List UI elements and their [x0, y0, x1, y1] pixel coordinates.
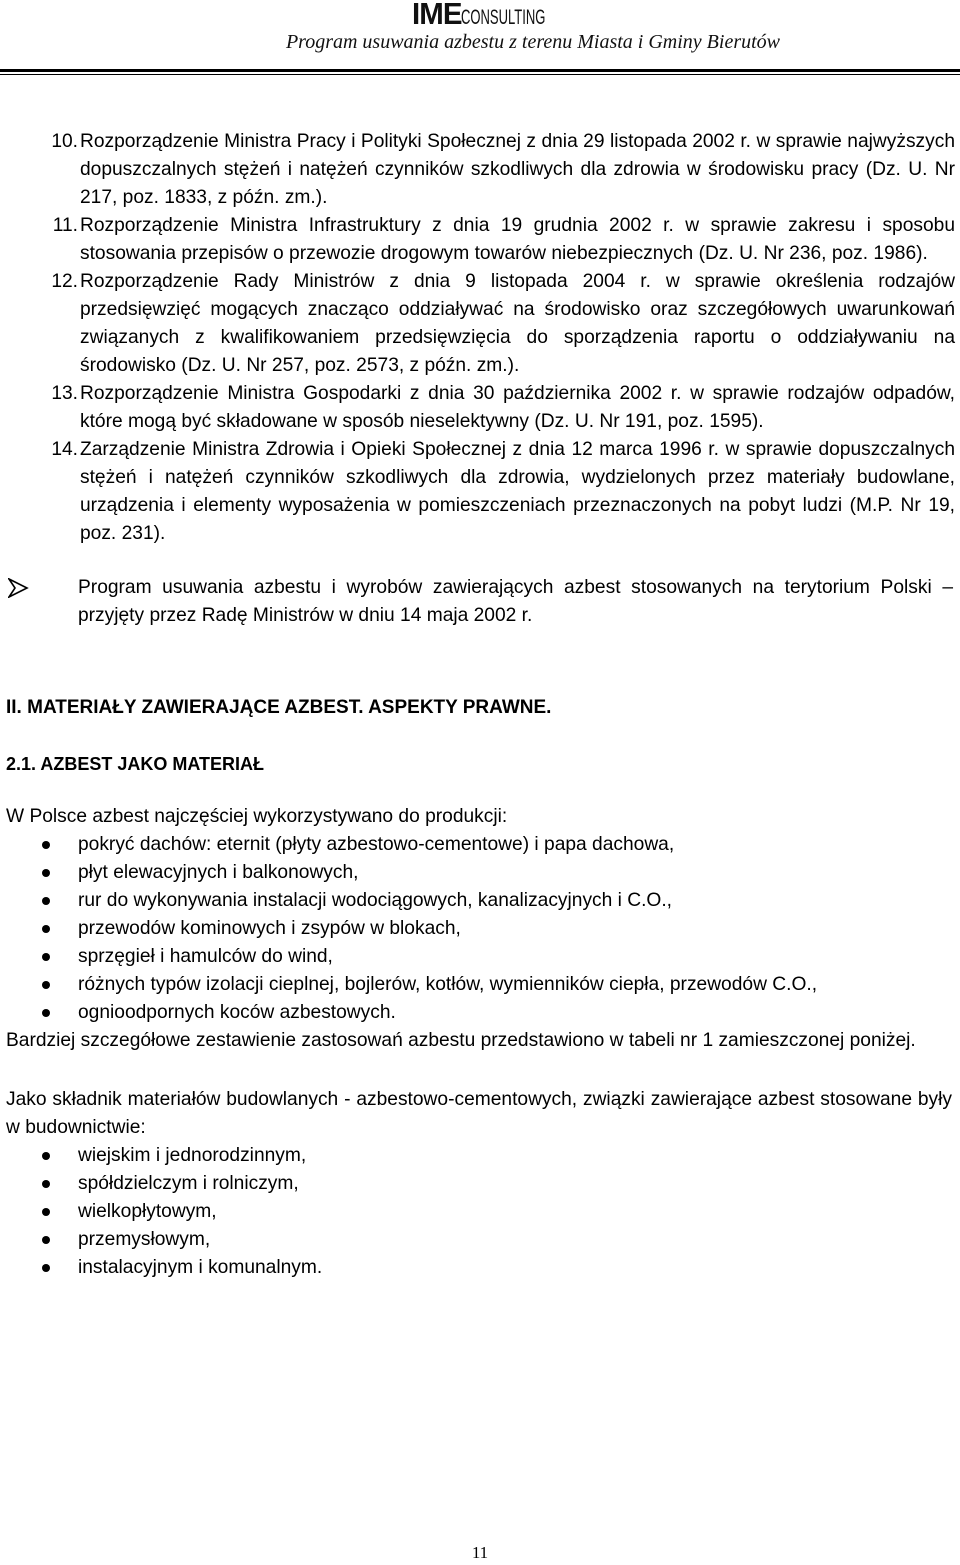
list-item: [0, 943, 960, 971]
bullet-icon: [0, 1198, 78, 1226]
header-divider-thin: [0, 74, 960, 75]
list-item-text: pokryć dachów: eternit (płyty azbestowo-cementowe) i papa dachowa,: [78, 834, 675, 855]
law-text: Rozporządzenie Ministra Gospodarki z dnia 30 października 2002 r. w sprawie rodzajów odpadów, które mogą być składowane w sposób nieselektywny (Dz. U. Nr 191, poz. 1595).: [80, 383, 955, 432]
list-item-text: wielkopłytowym,: [78, 1201, 217, 1222]
law-number: 13.: [51, 383, 78, 404]
law-item: [0, 436, 960, 548]
construction-intro: Jako składnik materiałów budowlanych - azbestowo-cementowych, związki zawierające azbest stosowane były w budownictwie:: [6, 1089, 952, 1138]
bullet-icon: [0, 999, 78, 1027]
logo-sub-text: CONSULTING: [461, 6, 546, 29]
bullet-icon: [0, 1226, 78, 1254]
list-item-text: ognioodpornych koców azbestowych.: [78, 1002, 396, 1023]
list-item: [0, 1254, 960, 1282]
list-item: [0, 887, 960, 915]
law-item: [0, 212, 960, 268]
list-item-text: przemysłowym,: [78, 1229, 211, 1250]
summary-paragraph: Bardziej szczegółowe zestawienie zastosowań azbestu przedstawiono w tabeli nr 1 zamieszczonej poniżej.: [6, 1030, 916, 1051]
bullet-icon: [0, 943, 78, 971]
bullet-icon: [0, 887, 78, 915]
list-item: [0, 999, 960, 1027]
list-item: [0, 1198, 960, 1226]
law-item: [0, 380, 960, 436]
list-item: [0, 831, 960, 859]
header-divider: [0, 69, 960, 72]
program-item: [0, 574, 960, 630]
list-item: [0, 915, 960, 943]
page-header: [0, 0, 960, 80]
list-item: [0, 859, 960, 887]
uses-list: [0, 831, 960, 1027]
law-text: Rozporządzenie Rady Ministrów z dnia 9 listopada 2004 r. w sprawie określenia rodzajów przedsięwzięć mogących znacząco oddziaływać na środowisko oraz szczegółowych uwarunkowań związanych z kwalifikowaniem przedsięwzięcia do sporządzenia raportu o oddziaływaniu na środowisko (Dz. U. Nr 257, poz. 2573, z późn. zm.).: [80, 271, 955, 376]
law-number: 10.: [51, 131, 78, 152]
law-item: [0, 268, 960, 380]
intro-paragraph: W Polsce azbest najczęściej wykorzystywano do produkcji:: [6, 806, 508, 827]
page-number: 11: [471, 1543, 489, 1562]
law-number: 12.: [51, 271, 78, 292]
list-item-text: płyt elewacyjnych i balkonowych,: [78, 862, 359, 883]
list-item: [0, 1142, 960, 1170]
arrow-bullet-icon: [0, 574, 78, 630]
bullet-icon: [0, 915, 78, 943]
law-list: [0, 128, 960, 548]
list-item-text: instalacyjnym i komunalnym.: [78, 1257, 323, 1278]
list-item-text: wiejskim i jednorodzinnym,: [78, 1145, 307, 1166]
section-heading: II. MATERIAŁY ZAWIERAJĄCE AZBEST. ASPEKTY PRAWNE.: [6, 697, 552, 718]
law-number: 14.: [51, 439, 78, 460]
header-subtitle: Program usuwania azbestu z terenu Miasta i Gminy Bierutów: [285, 31, 780, 53]
construction-list: [0, 1142, 960, 1282]
program-text: Program usuwania azbestu i wyrobów zawierających azbest stosowanych na terytorium Polski – przyjęty przez Radę Ministrów w dniu 14 maja 2002 r.: [78, 577, 953, 626]
list-item-text: rur do wykonywania instalacji wodociągowych, kanalizacyjnych i C.O.,: [78, 890, 673, 911]
bullet-icon: [0, 831, 78, 859]
list-item-text: sprzęgieł i hamulców do wind,: [78, 946, 333, 967]
law-text: Zarządzenie Ministra Zdrowia i Opieki Społecznej z dnia 12 marca 1996 r. w sprawie dopuszczalnych stężeń i natężeń czynników szkodliwych dla zdrowia, wydzielonych przez materiały budowlane, urządzenia i elementy wyposażenia w pomieszczeniach przeznaczonych na pobyt ludzi (M.P. Nr 19, poz. 231).: [80, 439, 955, 544]
bullet-icon: [0, 1170, 78, 1198]
list-item-text: spółdzielczym i rolniczym,: [78, 1173, 299, 1194]
law-text: Rozporządzenie Ministra Infrastruktury z dnia 19 grudnia 2002 r. w sprawie zakresu i sposobu stosowania przepisów o przewozie drogowym towarów niebezpiecznych (Dz. U. Nr 236, poz. 1986).: [80, 215, 955, 264]
bullet-icon: [0, 1254, 78, 1282]
list-item: [0, 1170, 960, 1198]
law-item: [0, 128, 960, 212]
logo-main-text: IME: [412, 0, 462, 31]
list-item: [0, 971, 960, 999]
law-number: 11.: [52, 215, 78, 236]
list-item: [0, 1226, 960, 1254]
list-item-text: różnych typów izolacji cieplnej, bojlerów, kotłów, wymienników ciepła, przewodów C.O.,: [78, 974, 818, 995]
page-content: [0, 128, 960, 1282]
list-item-text: przewodów kominowych i zsypów w blokach,: [78, 918, 461, 939]
law-text: Rozporządzenie Ministra Pracy i Polityki Społecznej z dnia 29 listopada 2002 r. w sprawie najwyższych dopuszczalnych stężeń i natężeń czynników szkodliwych dla zdrowia w środowisku pracy (Dz. U. Nr 217, poz. 1833, z późn. zm.).: [80, 131, 955, 208]
bullet-icon: [0, 971, 78, 999]
subsection-heading: 2.1. AZBEST JAKO MATERIAŁ: [6, 754, 265, 774]
bullet-icon: [0, 859, 78, 887]
ime-consulting-logo: [412, 0, 597, 31]
bullet-icon: [0, 1142, 78, 1170]
